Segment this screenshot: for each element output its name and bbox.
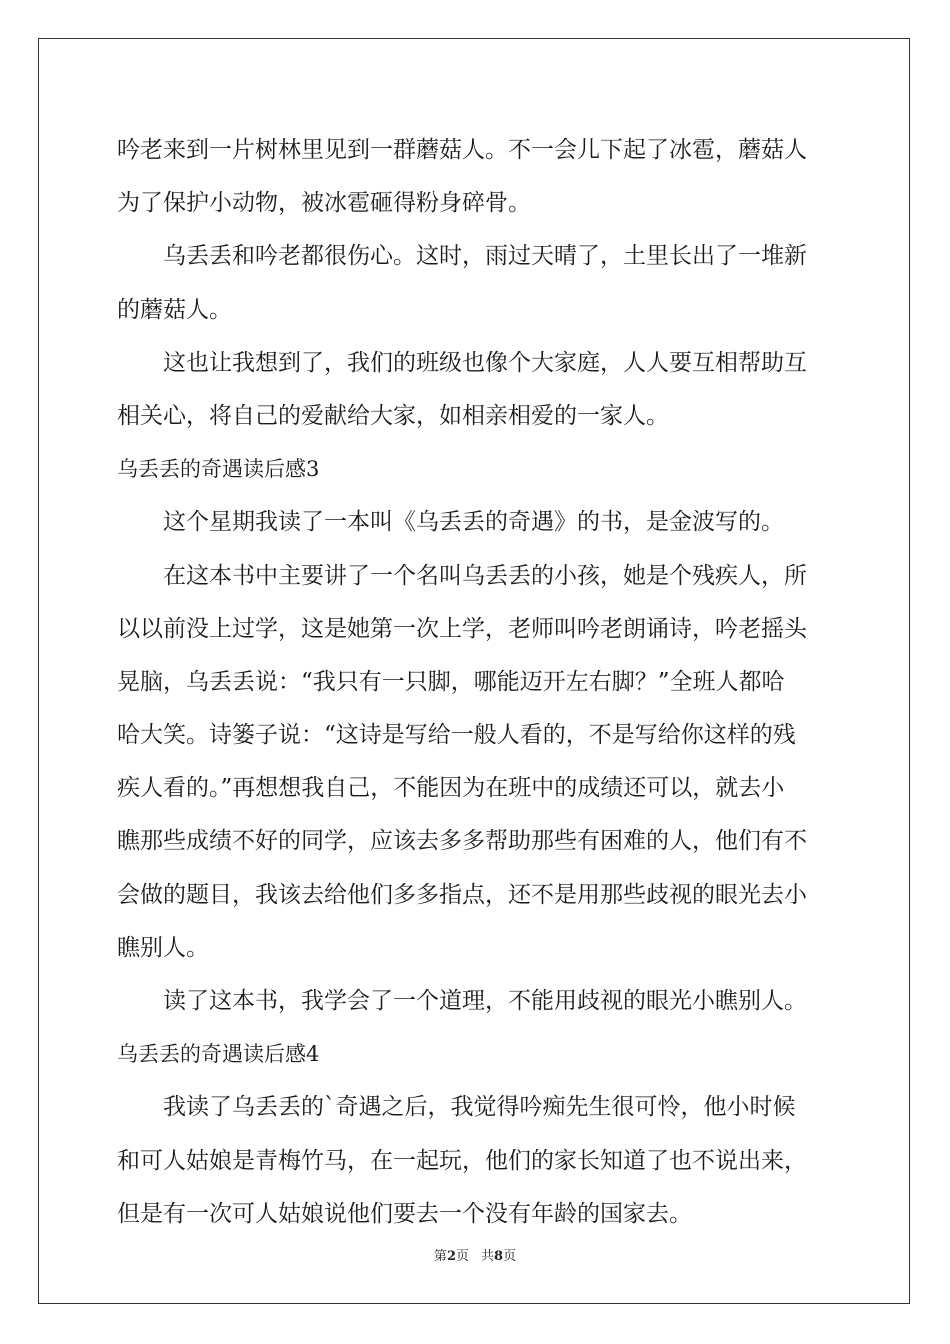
page-footer: [0, 1245, 950, 1264]
page-suffix: 页: [455, 1249, 469, 1264]
text-line: 哈大笑。诗篓子说：“这诗是写给一般人看的，不是写给你这样的残: [117, 722, 796, 749]
total-page-number: 8: [494, 1249, 504, 1264]
text-line: 在这本书中主要讲了一个名叫乌丢丢的小孩，她是个残疾人，所: [163, 562, 807, 589]
text-line: 我读了乌丢丢的`奇遇之后，我觉得吟痴先生很可怜，他小时候: [163, 1094, 796, 1121]
text-line: 读了这本书，我学会了一个道理，不能用歧视的眼光小瞧别人。: [163, 988, 807, 1014]
text-line: 瞧那些成绩不好的同学，应该去多多帮助那些有困难的人，他们有不: [117, 828, 807, 855]
text-line: 晃脑，乌丢丢说：“我只有一只脚，哪能迈开左右脚？”全班人都哈: [117, 668, 785, 695]
page-prefix: 第: [433, 1249, 447, 1264]
text-line: 的蘑菇人。: [117, 296, 232, 323]
text-line: 和可人姑娘是青梅竹马，在一起玩，他们的家长知道了也不说出来，: [117, 1147, 807, 1174]
text-line: 瞧别人。: [117, 934, 209, 961]
text-line: 但是有一次可人姑娘说他们要去一个没有年龄的国家去。: [117, 1200, 692, 1227]
text-line: 疾人看的。”再想想我自己，不能因为在班中的成绩还可以，就去小: [117, 775, 785, 802]
total-prefix: 共: [481, 1249, 495, 1264]
current-page-number: 2: [446, 1249, 456, 1264]
section-heading: 乌丢丢的奇遇读后感3: [117, 457, 320, 482]
text-line: 吟老来到一片树林里见到一群蘑菇人。不一会儿下起了冰雹，蘑菇人: [117, 137, 807, 163]
document-body: [117, 124, 833, 1241]
total-suffix: 页: [503, 1249, 517, 1264]
section-heading: 乌丢丢的奇遇读后感4: [117, 1042, 320, 1067]
text-line: 相关心，将自己的爱献给大家，如相亲相爱的一家人。: [117, 402, 669, 429]
text-line: 会做的题目，我该去给他们多多指点，还不是用那些歧视的眼光去小: [117, 881, 807, 908]
text-line: 以以前没上过学，这是她第一次上学，老师叫吟老朗诵诗，吟老摇头: [117, 615, 807, 642]
text-line: 这个星期我读了一本叫《乌丢丢的奇遇》的书，是金波写的。: [163, 509, 784, 536]
text-line: 乌丢丢和吟老都很伤心。这时，雨过天晴了，土里长出了一堆新: [163, 243, 807, 270]
text-line: 为了保护小动物，被冰雹砸得粉身碎骨。: [117, 190, 531, 217]
text-line: 这也让我想到了，我们的班级也像个大家庭，人人要互相帮助互: [163, 349, 807, 376]
